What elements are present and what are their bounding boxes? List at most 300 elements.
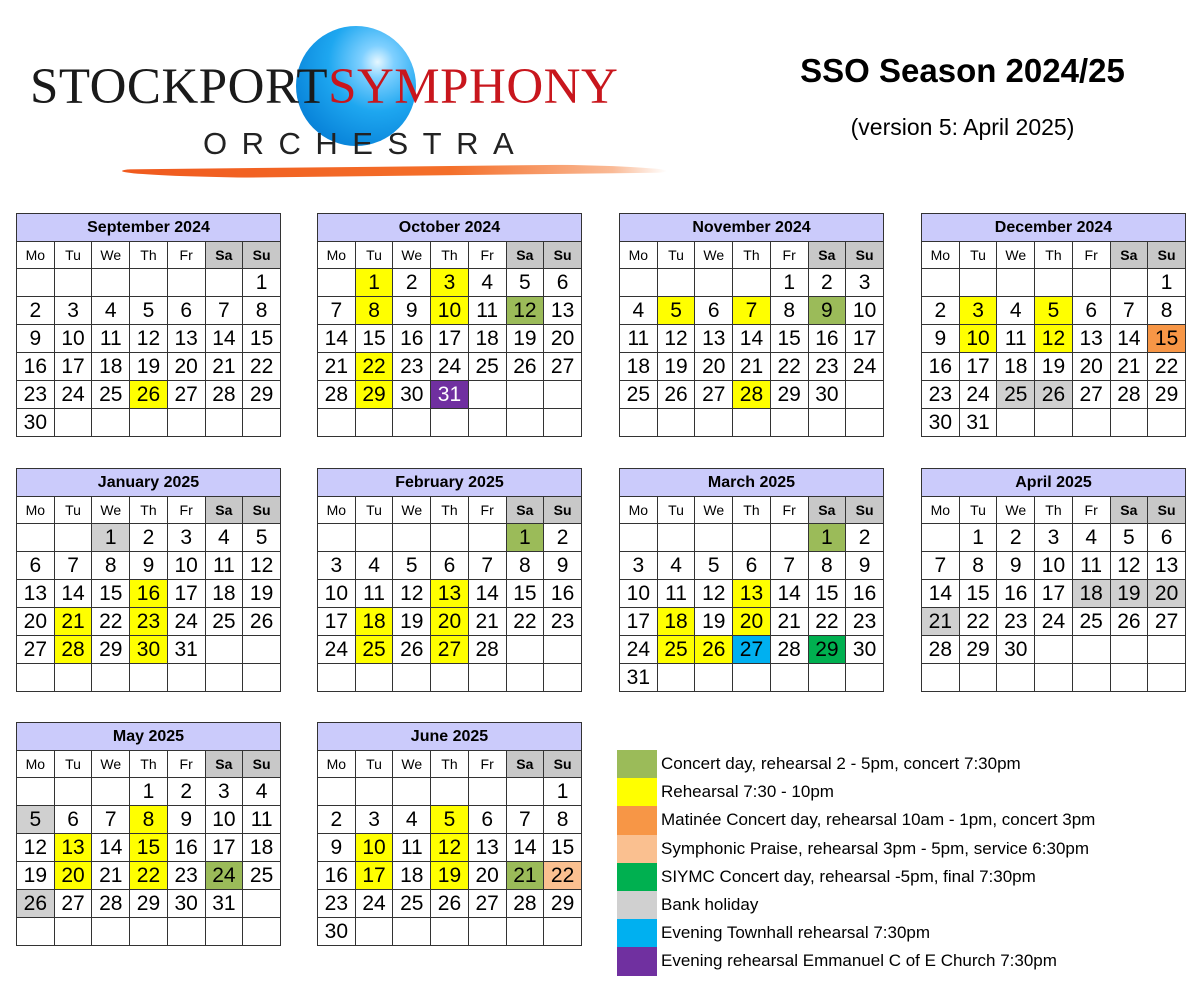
calendar-empty-cell (17, 664, 55, 692)
calendar-day: 30 (846, 636, 884, 664)
calendar-day: 21 (770, 608, 808, 636)
calendar-empty-cell (54, 269, 92, 297)
calendar-day: 2 (544, 524, 582, 552)
calendar-empty-cell (468, 381, 506, 409)
calendar-empty-cell (205, 918, 243, 946)
calendar-empty-cell (657, 409, 695, 437)
calendar-day: 23 (393, 353, 431, 381)
calendar-day: 11 (92, 325, 130, 353)
weekday-header: Sa (506, 497, 544, 524)
calendar-day: 5 (17, 806, 55, 834)
month-title: November 2024 (620, 214, 884, 242)
calendar-day: 20 (54, 862, 92, 890)
calendar-empty-cell (54, 918, 92, 946)
calendar-day: 9 (393, 297, 431, 325)
calendar-day: 22 (243, 353, 281, 381)
calendar-day: 9 (17, 325, 55, 353)
calendar-day: 15 (243, 325, 281, 353)
calendar-day: 1 (130, 778, 168, 806)
calendar-empty-cell (54, 778, 92, 806)
calendar-day: 14 (1110, 325, 1148, 353)
page-title: SSO Season 2024/25 (800, 52, 1125, 89)
weekday-header: Su (544, 242, 582, 269)
calendar-day: 15 (506, 580, 544, 608)
calendar-day: 26 (431, 890, 469, 918)
legend-item (617, 835, 1095, 863)
legend-label: Symphonic Praise, rehearsal 3pm - 5pm, service 6:30pm (661, 838, 1090, 858)
month-title: March 2025 (620, 469, 884, 497)
legend-label: Rehearsal 7:30 - 10pm (661, 782, 834, 802)
calendar-day: 28 (506, 890, 544, 918)
calendar-day: 8 (544, 806, 582, 834)
calendar-day: 28 (733, 381, 771, 409)
calendar-empty-cell (1072, 269, 1110, 297)
calendar-day: 29 (243, 381, 281, 409)
calendar-day: 16 (167, 834, 205, 862)
calendar-empty-cell (17, 269, 55, 297)
weekday-header: We (92, 242, 130, 269)
calendar-day: 16 (997, 580, 1035, 608)
calendar-day: 1 (92, 524, 130, 552)
weekday-header: Mo (318, 242, 356, 269)
calendar-empty-cell (808, 409, 846, 437)
weekday-header: Tu (959, 242, 997, 269)
weekday-header: Su (243, 242, 281, 269)
calendar-day: 1 (506, 524, 544, 552)
calendar-day: 30 (997, 636, 1035, 664)
calendar-day: 18 (243, 834, 281, 862)
weekday-header: Su (243, 497, 281, 524)
calendar-empty-cell (657, 664, 695, 692)
calendar-day: 31 (167, 636, 205, 664)
logo-word-stockport: STOCKPORT (30, 59, 329, 115)
calendar-empty-cell (167, 269, 205, 297)
calendar-empty-cell (1035, 409, 1073, 437)
calendar-day: 6 (54, 806, 92, 834)
weekday-header: We (393, 751, 431, 778)
weekday-header: Tu (355, 242, 393, 269)
month-calendar (921, 213, 1186, 437)
weekday-header: Mo (318, 751, 356, 778)
calendar-day: 14 (506, 834, 544, 862)
calendar-day: 25 (393, 890, 431, 918)
calendar-empty-cell (318, 664, 356, 692)
calendar-empty-cell (1110, 664, 1148, 692)
month-title: May 2025 (17, 723, 281, 751)
calendar-day: 4 (205, 524, 243, 552)
calendar-day: 30 (808, 381, 846, 409)
calendar-day: 20 (1148, 580, 1186, 608)
legend-item (617, 863, 1095, 891)
calendar-day: 9 (318, 834, 356, 862)
calendar-empty-cell (355, 664, 393, 692)
calendar-day: 21 (92, 862, 130, 890)
weekday-header: Sa (205, 242, 243, 269)
calendar-day: 2 (167, 778, 205, 806)
calendar-day: 16 (17, 353, 55, 381)
calendar-day: 7 (1110, 297, 1148, 325)
calendar-day: 16 (846, 580, 884, 608)
calendar-day: 26 (130, 381, 168, 409)
calendar-day: 11 (620, 325, 658, 353)
calendar-day: 1 (1148, 269, 1186, 297)
calendar-day: 25 (355, 636, 393, 664)
logo-swoosh-graphic (122, 163, 667, 179)
weekday-header: Fr (468, 751, 506, 778)
calendar-empty-cell (130, 409, 168, 437)
month-calendar (317, 722, 582, 946)
legend-label: Bank holiday (661, 895, 759, 915)
weekday-header: Mo (922, 497, 960, 524)
calendar-day: 22 (808, 608, 846, 636)
calendar-day: 12 (130, 325, 168, 353)
calendar-day: 7 (468, 552, 506, 580)
calendar-day: 20 (733, 608, 771, 636)
calendar-day: 30 (922, 409, 960, 437)
calendar-day: 10 (846, 297, 884, 325)
calendar-day: 13 (695, 325, 733, 353)
calendar-day: 24 (846, 353, 884, 381)
calendar-empty-cell (1035, 664, 1073, 692)
month-calendar (921, 468, 1186, 692)
calendar-empty-cell (695, 269, 733, 297)
weekday-header: We (92, 751, 130, 778)
calendar-empty-cell (770, 409, 808, 437)
calendar-day: 24 (959, 381, 997, 409)
month-title: February 2025 (318, 469, 582, 497)
calendar-day: 21 (318, 353, 356, 381)
calendar-day: 15 (92, 580, 130, 608)
calendar-day: 21 (1110, 353, 1148, 381)
calendar-day: 18 (1072, 580, 1110, 608)
calendar-day: 28 (54, 636, 92, 664)
legend-swatch (617, 947, 657, 975)
weekday-header: Su (544, 751, 582, 778)
calendar-empty-cell (959, 664, 997, 692)
weekday-header: Tu (657, 497, 695, 524)
month-title: December 2024 (922, 214, 1186, 242)
weekday-header: We (393, 242, 431, 269)
calendar-day: 27 (1072, 381, 1110, 409)
calendar-empty-cell (431, 918, 469, 946)
calendar-empty-cell (431, 778, 469, 806)
calendar-day: 11 (393, 834, 431, 862)
calendar-day: 21 (506, 862, 544, 890)
calendar-day: 24 (431, 353, 469, 381)
page-subtitle: (version 5: April 2025) (850, 114, 1075, 140)
calendar-day: 8 (92, 552, 130, 580)
calendar-day: 1 (808, 524, 846, 552)
calendar-day: 30 (17, 409, 55, 437)
calendar-empty-cell (922, 524, 960, 552)
calendar-day: 14 (468, 580, 506, 608)
weekday-header: Sa (205, 497, 243, 524)
calendar-day: 14 (733, 325, 771, 353)
calendar-day: 16 (130, 580, 168, 608)
calendar-empty-cell (620, 409, 658, 437)
weekday-header: Sa (506, 242, 544, 269)
calendar-day: 10 (318, 580, 356, 608)
calendar-day: 29 (355, 381, 393, 409)
month-calendar (317, 213, 582, 437)
calendar-day: 2 (997, 524, 1035, 552)
calendar-day: 5 (1110, 524, 1148, 552)
calendar-day: 25 (205, 608, 243, 636)
calendar-day: 3 (431, 269, 469, 297)
calendar-empty-cell (544, 381, 582, 409)
calendar-day: 4 (393, 806, 431, 834)
calendar-day: 24 (318, 636, 356, 664)
calendar-day: 27 (1148, 608, 1186, 636)
calendar-empty-cell (355, 524, 393, 552)
calendar-empty-cell (393, 524, 431, 552)
calendar-empty-cell (355, 778, 393, 806)
calendar-day: 5 (506, 269, 544, 297)
calendar-empty-cell (506, 381, 544, 409)
calendar-empty-cell (318, 269, 356, 297)
weekday-header: Th (130, 751, 168, 778)
calendar-empty-cell (431, 524, 469, 552)
calendar-day: 13 (1148, 552, 1186, 580)
calendar-empty-cell (205, 269, 243, 297)
calendar-day: 26 (506, 353, 544, 381)
calendar-empty-cell (657, 269, 695, 297)
weekday-header: Mo (620, 242, 658, 269)
calendar-day: 23 (846, 608, 884, 636)
calendar-day: 12 (506, 297, 544, 325)
calendar-empty-cell (695, 409, 733, 437)
calendar-day: 26 (1035, 381, 1073, 409)
calendar-day: 17 (431, 325, 469, 353)
calendar-day: 4 (355, 552, 393, 580)
calendar-day: 11 (657, 580, 695, 608)
calendar-day: 19 (17, 862, 55, 890)
weekday-header: Su (544, 497, 582, 524)
calendar-empty-cell (733, 524, 771, 552)
calendar-day: 23 (318, 890, 356, 918)
month-title: June 2025 (318, 723, 582, 751)
calendar-empty-cell (92, 664, 130, 692)
calendar-day: 18 (620, 353, 658, 381)
calendar-day: 10 (959, 325, 997, 353)
calendar-day: 16 (808, 325, 846, 353)
calendar-day: 3 (167, 524, 205, 552)
legend-label: Concert day, rehearsal 2 - 5pm, concert 7:30pm (661, 754, 1021, 774)
calendar-day: 4 (620, 297, 658, 325)
calendar-day: 31 (205, 890, 243, 918)
calendar-day: 19 (431, 862, 469, 890)
calendar-day: 7 (205, 297, 243, 325)
calendar-empty-cell (544, 409, 582, 437)
legend-item (617, 750, 1095, 778)
calendar-empty-cell (922, 664, 960, 692)
calendar-day: 28 (205, 381, 243, 409)
calendar-empty-cell (695, 524, 733, 552)
calendar-day: 6 (431, 552, 469, 580)
weekday-header: Th (130, 242, 168, 269)
calendar-day: 19 (130, 353, 168, 381)
calendar-day: 3 (620, 552, 658, 580)
calendar-day: 13 (167, 325, 205, 353)
calendar-day: 5 (695, 552, 733, 580)
month-calendar (16, 213, 281, 437)
calendar-day: 19 (243, 580, 281, 608)
calendar-day: 1 (959, 524, 997, 552)
calendar-empty-cell (205, 409, 243, 437)
calendar-day: 26 (657, 381, 695, 409)
calendar-day: 26 (1110, 608, 1148, 636)
calendar-day: 29 (959, 636, 997, 664)
calendar-day: 17 (959, 353, 997, 381)
calendar-day: 8 (355, 297, 393, 325)
calendar-day: 17 (205, 834, 243, 862)
calendar-day: 10 (1035, 552, 1073, 580)
weekday-header: Su (1148, 497, 1186, 524)
calendar-empty-cell (506, 918, 544, 946)
calendar-day: 15 (130, 834, 168, 862)
calendar-empty-cell (393, 778, 431, 806)
calendar-day: 15 (808, 580, 846, 608)
calendar-empty-cell (92, 409, 130, 437)
weekday-header: Fr (468, 242, 506, 269)
calendar-empty-cell (243, 409, 281, 437)
calendar-day: 27 (468, 890, 506, 918)
calendar-day: 7 (506, 806, 544, 834)
calendar-day: 23 (130, 608, 168, 636)
calendar-day: 1 (243, 269, 281, 297)
calendar-empty-cell (17, 524, 55, 552)
weekday-header: Sa (1110, 497, 1148, 524)
calendar-empty-cell (130, 918, 168, 946)
calendar-empty-cell (393, 664, 431, 692)
calendar-empty-cell (243, 664, 281, 692)
calendar-day: 12 (1035, 325, 1073, 353)
calendar-empty-cell (130, 269, 168, 297)
calendar-empty-cell (393, 409, 431, 437)
legend-swatch (617, 778, 657, 806)
calendar-day: 2 (922, 297, 960, 325)
calendar-day: 17 (1035, 580, 1073, 608)
calendar-day: 30 (130, 636, 168, 664)
calendar-day: 11 (1072, 552, 1110, 580)
calendar-empty-cell (506, 636, 544, 664)
weekday-header: Tu (355, 751, 393, 778)
month-title: September 2024 (17, 214, 281, 242)
calendar-empty-cell (544, 664, 582, 692)
calendar-day: 29 (770, 381, 808, 409)
calendar-day: 3 (959, 297, 997, 325)
month-calendar (317, 468, 582, 692)
calendar-empty-cell (846, 409, 884, 437)
weekday-header: Th (130, 497, 168, 524)
calendar-empty-cell (205, 664, 243, 692)
calendar-day: 6 (1148, 524, 1186, 552)
calendar-day: 21 (205, 353, 243, 381)
calendar-day: 28 (92, 890, 130, 918)
calendar-empty-cell (468, 778, 506, 806)
calendar-day: 9 (846, 552, 884, 580)
calendar-day: 20 (431, 608, 469, 636)
calendar-day: 16 (393, 325, 431, 353)
calendar-day: 13 (733, 580, 771, 608)
calendar-empty-cell (808, 664, 846, 692)
calendar-day: 19 (393, 608, 431, 636)
weekday-header: Tu (54, 751, 92, 778)
calendar-day: 6 (17, 552, 55, 580)
calendar-day: 6 (733, 552, 771, 580)
calendar-day: 26 (393, 636, 431, 664)
calendar-day: 25 (620, 381, 658, 409)
calendar-day: 22 (506, 608, 544, 636)
calendar-day: 8 (506, 552, 544, 580)
calendar-day: 27 (54, 890, 92, 918)
calendar-day: 18 (393, 862, 431, 890)
calendar-day: 30 (167, 890, 205, 918)
calendar-day: 14 (92, 834, 130, 862)
calendar-empty-cell (506, 409, 544, 437)
calendar-day: 7 (318, 297, 356, 325)
calendar-day: 24 (620, 636, 658, 664)
calendar-day: 12 (243, 552, 281, 580)
calendar-day: 25 (657, 636, 695, 664)
month-calendar (619, 213, 884, 437)
calendar-day: 21 (54, 608, 92, 636)
calendar-day: 31 (620, 664, 658, 692)
calendar-day: 8 (770, 297, 808, 325)
calendar-day: 11 (355, 580, 393, 608)
weekday-header: Th (431, 751, 469, 778)
calendar-day: 17 (620, 608, 658, 636)
weekday-header: Fr (167, 242, 205, 269)
calendar-day: 11 (243, 806, 281, 834)
weekday-header: We (92, 497, 130, 524)
calendar-empty-cell (620, 524, 658, 552)
weekday-header: Su (1148, 242, 1186, 269)
calendar-day: 14 (770, 580, 808, 608)
calendar-day: 29 (130, 890, 168, 918)
calendar-empty-cell (544, 918, 582, 946)
calendar-day: 22 (959, 608, 997, 636)
calendar-day: 8 (959, 552, 997, 580)
calendar-day: 28 (922, 636, 960, 664)
calendar-day: 13 (468, 834, 506, 862)
calendar-day: 5 (243, 524, 281, 552)
calendar-empty-cell (1110, 409, 1148, 437)
calendar-day: 15 (959, 580, 997, 608)
calendar-day: 22 (92, 608, 130, 636)
calendar-day: 25 (92, 381, 130, 409)
calendar-day: 7 (54, 552, 92, 580)
calendar-empty-cell (167, 664, 205, 692)
calendar-day: 29 (808, 636, 846, 664)
calendar-empty-cell (1148, 636, 1186, 664)
calendar-day: 9 (808, 297, 846, 325)
calendar-day: 22 (770, 353, 808, 381)
calendar-empty-cell (318, 778, 356, 806)
calendar-empty-cell (770, 524, 808, 552)
calendar-day: 28 (770, 636, 808, 664)
legend-label: Evening rehearsal Emmanuel C of E Church 7:30pm (661, 951, 1057, 971)
legend-item (617, 778, 1095, 806)
calendar-empty-cell (355, 918, 393, 946)
calendar-day: 27 (695, 381, 733, 409)
weekday-header: Tu (54, 497, 92, 524)
calendar-day: 12 (17, 834, 55, 862)
calendar-day: 30 (393, 381, 431, 409)
calendar-empty-cell (431, 664, 469, 692)
month-title: October 2024 (318, 214, 582, 242)
orchestra-logo (0, 0, 720, 200)
